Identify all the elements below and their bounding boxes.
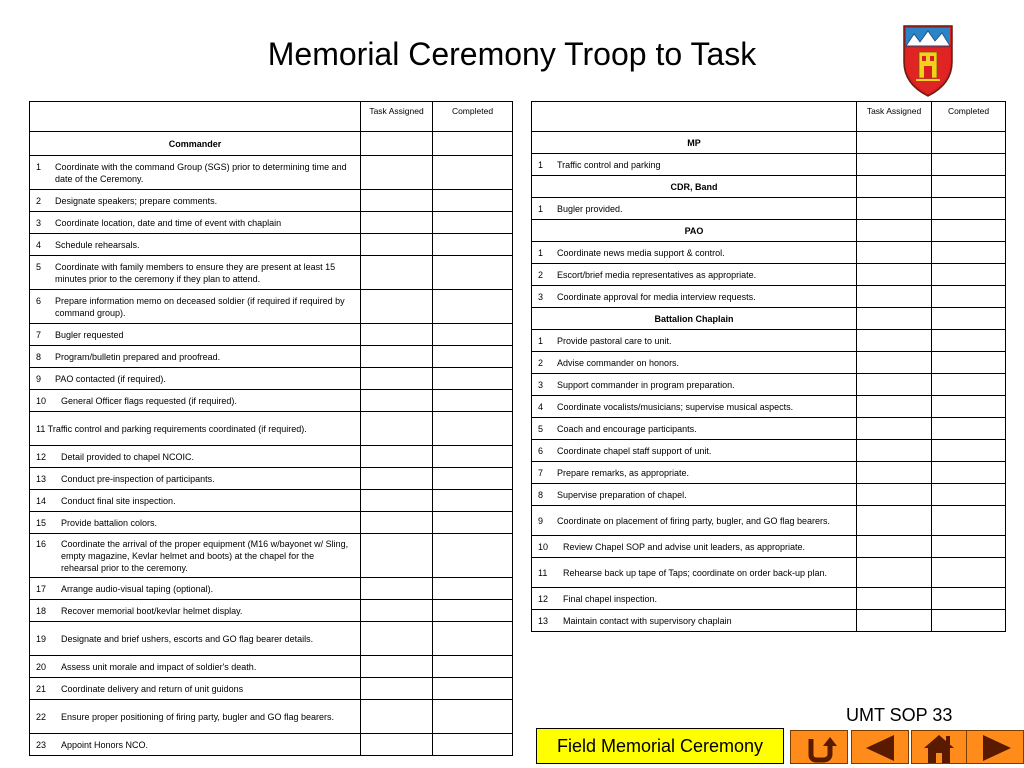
next-button[interactable] <box>966 730 1024 764</box>
completed-cell[interactable] <box>932 154 1006 176</box>
completed-cell[interactable] <box>433 534 513 578</box>
task-text: Provide pastoral care to unit. <box>557 335 672 346</box>
task-row <box>30 412 513 446</box>
task-cell <box>30 390 361 412</box>
task-cell <box>30 412 361 446</box>
task-text: Prepare information memo on deceased soldier (if required if required by command group). <box>55 295 345 318</box>
task-text: Advise commander on honors. <box>557 357 680 368</box>
task-assigned-cell[interactable] <box>361 324 433 346</box>
task-number: 6 <box>36 295 42 306</box>
task-number: 9 <box>36 373 42 384</box>
task-cell <box>30 256 361 290</box>
task-text: Rehearse back up tape of Taps; coordinate on order back-up plan. <box>563 567 828 578</box>
task-row <box>30 346 513 368</box>
task-cell <box>30 190 361 212</box>
task-text: Program/bulletin prepared and proofread. <box>55 351 221 362</box>
task-cell <box>30 290 361 324</box>
task-assigned-cell[interactable] <box>857 396 932 418</box>
section-row <box>532 132 1006 154</box>
task-cell <box>30 734 361 756</box>
completed-cell[interactable] <box>932 462 1006 484</box>
completed-cell[interactable] <box>932 418 1006 440</box>
task-cell <box>532 374 857 396</box>
task-row <box>532 242 1006 264</box>
completed-cell[interactable] <box>433 190 513 212</box>
task-text: Detail provided to chapel NCOIC. <box>61 451 195 462</box>
completed-cell[interactable] <box>932 242 1006 264</box>
task-text: Coordinate with family members to ensure they are present at least 15 minutes prior to the ceremony if they plan to attend. <box>55 261 336 284</box>
task-text: Conduct pre-inspection of participants. <box>61 473 215 484</box>
completed-header: Completed <box>932 102 1006 132</box>
task-number: 9 <box>538 515 544 526</box>
task-row <box>30 700 513 734</box>
task-number: 1 <box>538 203 544 214</box>
task-number: 8 <box>538 489 544 500</box>
completed-cell[interactable] <box>932 506 1006 536</box>
completed-cell[interactable] <box>433 412 513 446</box>
completed-cell[interactable] <box>433 212 513 234</box>
task-cell <box>532 418 857 440</box>
section-title: Commander <box>30 132 361 156</box>
task-row <box>30 156 513 190</box>
task-cell <box>532 440 857 462</box>
task-text: Supervise preparation of chapel. <box>557 489 687 500</box>
task-cell <box>30 490 361 512</box>
completed-cell[interactable] <box>433 346 513 368</box>
task-number: 13 <box>538 615 549 626</box>
completed-cell[interactable] <box>433 656 513 678</box>
task-assigned-cell[interactable] <box>857 330 932 352</box>
return-icon <box>791 731 849 765</box>
task-text: Conduct final site inspection. <box>61 495 176 506</box>
task-number: 8 <box>36 351 42 362</box>
task-assigned-cell[interactable] <box>361 190 433 212</box>
completed-cell[interactable] <box>433 734 513 756</box>
task-row <box>532 462 1006 484</box>
task-row <box>30 212 513 234</box>
section-title: PAO <box>532 220 857 242</box>
task-row <box>30 490 513 512</box>
task-row <box>532 198 1006 220</box>
task-cell <box>30 700 361 734</box>
completed-cell[interactable] <box>932 286 1006 308</box>
completed-cell[interactable] <box>932 264 1006 286</box>
task-number: 1 <box>538 335 544 346</box>
task-text: Final chapel inspection. <box>563 593 658 604</box>
task-row <box>532 374 1006 396</box>
task-number: 19 <box>36 633 47 644</box>
completed-cell[interactable] <box>932 610 1006 632</box>
task-row <box>532 440 1006 462</box>
task-cell <box>30 578 361 600</box>
task-cell <box>532 610 857 632</box>
task-text: Coordinate on placement of firing party, bugler, and GO flag bearers. <box>557 515 830 526</box>
task-row <box>532 484 1006 506</box>
task-number: 1 <box>538 159 544 170</box>
completed-cell[interactable] <box>433 132 513 156</box>
task-cell <box>532 462 857 484</box>
task-text: Coordinate approval for media interview requests. <box>557 291 756 302</box>
task-cell <box>532 154 857 176</box>
header-row <box>532 102 1006 132</box>
task-assigned-cell[interactable] <box>857 484 932 506</box>
task-assigned-cell[interactable] <box>857 374 932 396</box>
section-title: MP <box>532 132 857 154</box>
task-assigned-cell[interactable] <box>361 256 433 290</box>
task-assigned-cell[interactable] <box>361 600 433 622</box>
right-task-table <box>531 101 1006 632</box>
task-number: 2 <box>36 195 42 206</box>
task-number: 7 <box>538 467 544 478</box>
task-assigned-cell[interactable] <box>857 308 932 330</box>
completed-cell[interactable] <box>433 468 513 490</box>
task-assigned-cell[interactable] <box>857 440 932 462</box>
task-assigned-cell[interactable] <box>857 154 932 176</box>
task-assigned-cell[interactable] <box>361 578 433 600</box>
task-assigned-cell[interactable] <box>361 622 433 656</box>
task-number: 1 <box>36 161 42 172</box>
task-assigned-header: Task Assigned <box>857 102 932 132</box>
task-number: 20 <box>36 661 47 672</box>
completed-cell[interactable] <box>932 176 1006 198</box>
completed-cell[interactable] <box>433 446 513 468</box>
task-row <box>30 600 513 622</box>
task-cell <box>30 468 361 490</box>
task-cell <box>30 678 361 700</box>
task-text: Coordinate delivery and return of unit guidons <box>61 683 244 694</box>
task-text: Recover memorial boot/kevlar helmet display. <box>61 605 243 616</box>
task-text: Escort/brief media representatives as appropriate. <box>557 269 757 280</box>
task-text: Traffic control and parking <box>557 159 661 170</box>
task-assigned-cell[interactable] <box>857 132 932 154</box>
task-text: Designate and brief ushers, escorts and GO flag bearer details. <box>61 633 314 644</box>
completed-cell[interactable] <box>433 578 513 600</box>
task-assigned-cell[interactable] <box>361 290 433 324</box>
task-number: 5 <box>36 261 42 272</box>
next-icon <box>967 731 1024 765</box>
task-number: 11 <box>538 567 548 578</box>
completed-cell[interactable] <box>433 290 513 324</box>
task-number: 4 <box>36 239 42 250</box>
task-text: Schedule rehearsals. <box>55 239 140 250</box>
task-row <box>30 656 513 678</box>
task-cell <box>532 396 857 418</box>
task-row <box>30 290 513 324</box>
task-cell <box>532 330 857 352</box>
left-task-table <box>29 101 513 756</box>
task-cell <box>532 242 857 264</box>
task-assigned-cell[interactable] <box>361 390 433 412</box>
completed-header: Completed <box>433 102 513 132</box>
task-assigned-cell[interactable] <box>361 512 433 534</box>
task-text: Coordinate vocalists/musicians; supervise musical aspects. <box>557 401 794 412</box>
task-assigned-cell[interactable] <box>857 462 932 484</box>
completed-cell[interactable] <box>932 198 1006 220</box>
previous-icon <box>852 731 910 765</box>
task-cell <box>30 512 361 534</box>
task-number: 17 <box>36 583 47 594</box>
completed-cell[interactable] <box>433 390 513 412</box>
completed-cell[interactable] <box>433 512 513 534</box>
task-assigned-cell[interactable] <box>857 286 932 308</box>
home-button[interactable] <box>911 730 969 764</box>
task-number: 2 <box>538 269 544 280</box>
home-icon <box>912 731 970 765</box>
task-row <box>30 512 513 534</box>
task-number: 10 <box>36 395 47 406</box>
completed-cell[interactable] <box>932 588 1006 610</box>
completed-cell[interactable] <box>433 368 513 390</box>
completed-cell[interactable] <box>932 132 1006 154</box>
header-row <box>30 102 513 132</box>
task-row <box>532 286 1006 308</box>
task-row <box>30 734 513 756</box>
completed-cell[interactable] <box>433 600 513 622</box>
completed-cell[interactable] <box>932 536 1006 558</box>
task-number: 5 <box>538 423 544 434</box>
task-cell <box>532 484 857 506</box>
task-text: Ensure proper positioning of firing party, bugler and GO flag bearers. <box>61 711 334 722</box>
task-row <box>532 396 1006 418</box>
task-row <box>30 578 513 600</box>
task-assigned-cell[interactable] <box>361 534 433 578</box>
completed-cell[interactable] <box>433 678 513 700</box>
task-assigned-cell[interactable] <box>857 198 932 220</box>
section-row <box>532 220 1006 242</box>
task-text: Arrange audio-visual taping (optional). <box>61 583 214 594</box>
field-memorial-ceremony-link[interactable]: Field Memorial Ceremony <box>536 728 784 764</box>
task-row <box>532 536 1006 558</box>
task-number: 3 <box>36 217 42 228</box>
task-text: Coordinate news media support & control. <box>557 247 725 258</box>
task-row <box>30 468 513 490</box>
task-row <box>30 256 513 290</box>
task-row <box>30 234 513 256</box>
task-text: Coordinate with the command Group (SGS) prior to determining time and date of the Ceremony. <box>55 161 347 184</box>
task-text: Prepare remarks, as appropriate. <box>557 467 690 478</box>
task-row <box>30 446 513 468</box>
task-text: Bugler requested <box>55 329 124 340</box>
task-assigned-cell[interactable] <box>361 156 433 190</box>
return-button[interactable] <box>790 730 848 764</box>
task-assigned-cell[interactable] <box>361 212 433 234</box>
task-text: Provide battalion colors. <box>61 517 158 528</box>
completed-cell[interactable] <box>433 234 513 256</box>
task-text: Review Chapel SOP and advise unit leaders, as appropriate. <box>563 541 805 552</box>
task-number: 14 <box>36 495 47 506</box>
task-assigned-cell[interactable] <box>361 734 433 756</box>
task-cell <box>30 212 361 234</box>
task-cell <box>532 588 857 610</box>
task-row <box>532 418 1006 440</box>
task-text: PAO contacted (if required). <box>55 373 166 384</box>
task-cell <box>30 656 361 678</box>
task-row <box>532 558 1006 588</box>
task-assigned-cell[interactable] <box>361 132 433 156</box>
task-cell <box>30 446 361 468</box>
header-blank-cell <box>30 102 361 132</box>
task-cell <box>532 264 857 286</box>
task-assigned-cell[interactable] <box>361 656 433 678</box>
sop-label: UMT SOP 33 <box>846 705 953 725</box>
task-text: Coordinate the arrival of the proper equipment (M16 w/bayonet w/ Sling, empty magazine, Kevlar helmet and boots) at the chapel for the rehearsal prior to the ceremony. <box>61 538 349 573</box>
task-number: 1 <box>538 247 544 258</box>
completed-cell[interactable] <box>433 256 513 290</box>
section-title: CDR, Band <box>532 176 857 198</box>
task-number: 3 <box>538 379 544 390</box>
task-number: 12 <box>36 451 47 462</box>
section-row <box>532 176 1006 198</box>
task-number: 22 <box>36 711 47 722</box>
completed-cell[interactable] <box>932 352 1006 374</box>
task-text: 11 Traffic control and parking requirements coordinated (if required). <box>36 423 307 434</box>
task-number: 6 <box>538 445 544 456</box>
task-assigned-cell[interactable] <box>857 610 932 632</box>
completed-cell[interactable] <box>932 396 1006 418</box>
task-assigned-cell[interactable] <box>857 352 932 374</box>
task-text: Bugler provided. <box>557 203 623 214</box>
completed-cell[interactable] <box>932 220 1006 242</box>
task-row <box>532 330 1006 352</box>
task-number: 4 <box>538 401 544 412</box>
task-assigned-header: Task Assigned <box>361 102 433 132</box>
task-text: Appoint Honors NCO. <box>61 739 149 750</box>
task-cell <box>532 558 857 588</box>
completed-cell[interactable] <box>433 324 513 346</box>
task-cell <box>30 534 361 578</box>
task-text: Support commander in program preparation. <box>557 379 735 390</box>
section-title: Battalion Chaplain <box>532 308 857 330</box>
task-row <box>532 610 1006 632</box>
task-number: 13 <box>36 473 47 484</box>
task-row <box>30 368 513 390</box>
unit-insignia-logo <box>902 24 954 98</box>
completed-cell[interactable] <box>433 700 513 734</box>
task-text: Designate speakers; prepare comments. <box>55 195 218 206</box>
task-text: Coordinate chapel staff support of unit. <box>557 445 712 456</box>
task-row <box>532 506 1006 536</box>
completed-cell[interactable] <box>932 330 1006 352</box>
completed-cell[interactable] <box>932 440 1006 462</box>
task-assigned-cell[interactable] <box>361 346 433 368</box>
task-text: Coordinate location, date and time of event with chaplain <box>55 217 282 228</box>
task-text: Assess unit morale and impact of soldier's death. <box>61 661 257 672</box>
task-assigned-cell[interactable] <box>857 176 932 198</box>
task-number: 7 <box>36 329 42 340</box>
task-assigned-cell[interactable] <box>857 506 932 536</box>
task-number: 23 <box>36 739 47 750</box>
completed-cell[interactable] <box>433 622 513 656</box>
task-row <box>30 534 513 578</box>
task-cell <box>30 324 361 346</box>
task-number: 3 <box>538 291 544 302</box>
task-cell <box>30 234 361 256</box>
task-assigned-cell[interactable] <box>857 264 932 286</box>
completed-cell[interactable] <box>932 484 1006 506</box>
task-row <box>30 622 513 656</box>
completed-cell[interactable] <box>932 374 1006 396</box>
task-row <box>532 352 1006 374</box>
task-number: 12 <box>538 593 549 604</box>
task-cell <box>30 156 361 190</box>
page-title: Memorial Ceremony Troop to Task <box>267 36 757 72</box>
task-assigned-cell[interactable] <box>361 412 433 446</box>
section-row <box>532 308 1006 330</box>
task-cell <box>30 368 361 390</box>
task-text: Coach and encourage participants. <box>557 423 697 434</box>
task-cell <box>532 286 857 308</box>
task-number: 21 <box>36 683 47 694</box>
task-assigned-cell[interactable] <box>361 700 433 734</box>
header-blank-cell <box>532 102 857 132</box>
task-cell <box>532 506 857 536</box>
task-number: 15 <box>36 517 47 528</box>
task-cell <box>30 346 361 368</box>
section-row <box>30 132 513 156</box>
task-row <box>30 190 513 212</box>
completed-cell[interactable] <box>433 490 513 512</box>
completed-cell[interactable] <box>932 308 1006 330</box>
task-assigned-cell[interactable] <box>857 220 932 242</box>
task-row <box>30 678 513 700</box>
previous-button[interactable] <box>851 730 909 764</box>
task-assigned-cell[interactable] <box>361 368 433 390</box>
task-row <box>30 324 513 346</box>
completed-cell[interactable] <box>932 558 1006 588</box>
task-text: General Officer flags requested (if required). <box>61 395 237 406</box>
task-text: Maintain contact with supervisory chaplain <box>563 615 732 626</box>
task-cell <box>30 622 361 656</box>
task-cell <box>532 536 857 558</box>
task-number: 18 <box>36 605 47 616</box>
task-cell <box>532 198 857 220</box>
task-assigned-cell[interactable] <box>857 588 932 610</box>
task-assigned-cell[interactable] <box>857 536 932 558</box>
task-cell <box>532 352 857 374</box>
completed-cell[interactable] <box>433 156 513 190</box>
task-number: 16 <box>36 538 47 549</box>
task-number: 10 <box>538 541 549 552</box>
task-row <box>532 588 1006 610</box>
task-cell <box>30 600 361 622</box>
task-assigned-cell[interactable] <box>857 558 932 588</box>
task-number: 2 <box>538 357 544 368</box>
task-row <box>532 264 1006 286</box>
task-assigned-cell[interactable] <box>361 446 433 468</box>
task-row <box>532 154 1006 176</box>
task-assigned-cell[interactable] <box>361 678 433 700</box>
task-assigned-cell[interactable] <box>857 242 932 264</box>
task-assigned-cell[interactable] <box>857 418 932 440</box>
task-assigned-cell[interactable] <box>361 234 433 256</box>
task-row <box>30 390 513 412</box>
task-assigned-cell[interactable] <box>361 468 433 490</box>
task-assigned-cell[interactable] <box>361 490 433 512</box>
